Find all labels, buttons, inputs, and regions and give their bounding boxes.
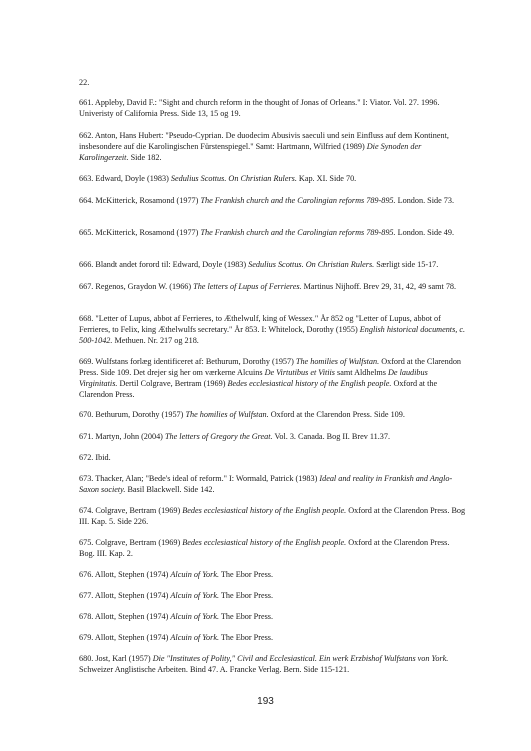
footnote-title-italic: The Frankish church and the Carolingian reforms 789-895. [200,228,396,237]
footnote-text: 675. Colgrave, Bertram (1969) [79,538,183,547]
footnote-title-italic: The Frankish church and the Carolingian reforms 789-895. [200,196,396,205]
footnote-666 [79,259,467,270]
footnote-664 [79,195,467,206]
footnote-text: Vol. 3. Canada. Bog II. Brev 11.37. [272,432,391,441]
footnote-669 [79,356,467,400]
footnote-663 [79,173,467,184]
footnote-title-italic: Alcuin of York. [170,591,220,600]
footnote-text: 668. "Letter of Lupus, abbot af Ferrieres, to Æthelwulf, king of Wessex." År 852 og "Letter of Lupus, abbot of Ferrieres, to Felix, king Æthelwulfs secretary." År 853. I: Whitelock, Dorothy (1955) [79,314,441,334]
footnote-title-italic: Sedulius Scottus. On Christian Rulers. [170,174,297,183]
footnote-678 [79,611,467,622]
footnote-673 [79,473,467,495]
footnote-text: 677. Allott, Stephen (1974) [79,591,171,600]
footnote-672 [79,452,467,463]
footnote-title-italic: English historical documents, c. 500-1042. [79,325,466,345]
footnote-title-italic: De laudibus Virginitatis. [79,368,428,388]
footnote-title-italic: Ideal and reality in Frankish and Anglo-Saxon society. [79,474,453,494]
footnote-text: 670. Bethurum, Dorothy (1957) [79,410,186,419]
footnote-text: Basil Blackwell. Side 142. [125,485,215,494]
footnote-text: The Ebor Press. [219,570,274,579]
footnote-668 [79,313,467,346]
footnote-text: London. Side 73. [395,196,455,205]
footnote-text: Methuen. Nr. 217 og 218. [112,336,199,345]
footnote-title-italic: Alcuin of York. [170,612,220,621]
footnote-title-italic: The letters of Lupus of Ferrieres. [193,282,302,291]
page-number: 193 [257,696,274,707]
footnote-text: 680. Jost, Karl (1957) [79,654,153,663]
footnote-675 [79,537,467,559]
footnote-title-italic: Sedulius Scottus. On Christian Rulers. [248,260,375,269]
footnote-title-italic: Bedes ecclesiastical history of the English people. [182,538,347,547]
footnote-674 [79,505,467,527]
footnote-679 [79,632,467,643]
footnote-title-italic: The homilies of Wulfstan. [185,410,269,419]
footnote-text: 664. McKitterick, Rosamond (1977) [79,196,201,205]
footnote-title-italic: Bedes ecclesiastical history of the English people. [227,379,392,388]
footnote-text: 662. Anton, Hans Hubert: "Pseudo-Cyprian. De duodecim Abusivis saeculi und sein Einfluss auf dem Kontinent, insbesondere auf die Karolingischen Fürstenspiegel." Samt: Hartmann, Wilfried (1989) [79,131,449,151]
footnote-title-italic: Die Synoden der Karolingerzeit. [79,142,422,162]
footnote-title-italic: Die "Institutes of Polity," Civil and Ecclesiastical. Ein werk Erzbishof Wulfstans von York. [152,654,449,663]
footnote-661 [79,97,467,119]
footnote-text: Særligt side 15-17. [374,260,439,269]
footnote-text: 679. Allott, Stephen (1974) [79,633,171,642]
footnote-671 [79,431,467,442]
continued-note-number: 22. [79,78,90,87]
footnote-text: Dertil Colgrave, Bertram (1969) [117,379,228,388]
footnote-text: 676. Allott, Stephen (1974) [79,570,171,579]
footnote-text: 667. Regenos, Graydon W. (1966) [79,282,194,291]
footnote-text: Schweizer Anglistische Arbeiten. Bind 47. A. Francke Verlag. Bern. Side 115-121. [79,665,350,674]
footnote-677 [79,590,467,601]
footnote-text: The Ebor Press. [219,591,274,600]
footnote-662 [79,130,467,163]
footnote-text: 663. Edward, Doyle (1983) [79,174,171,183]
footnote-text: The Ebor Press. [219,612,274,621]
footnote-text: 674. Colgrave, Bertram (1969) [79,506,183,515]
footnote-text: 661. Appleby, David F.: "Sight and church reform in the thought of Jonas of Orleans." I: Viator. Vol. 27. 1996. Univeristy of California Press. Side 13, 15 og 19. [79,98,440,118]
footnote-text: Martinus Nijhoff. Brev 29, 31, 42, 49 samt 78. [301,282,457,291]
footnote-title-italic: Alcuin of York. [170,633,220,642]
footnote-text: 671. Martyn, John (2004) [79,432,165,441]
footnote-text: 672. Ibid. [79,453,111,462]
footnote-676 [79,569,467,580]
footnote-text: Kap. XI. Side 70. [296,174,357,183]
footnote-665 [79,227,467,238]
footnote-680 [79,653,467,675]
footnote-667 [79,281,467,292]
footnote-text: Oxford at the Clarendon Press. Side 109. Det drejer sig her om værkerne Alcuins [79,357,462,377]
footnote-title-italic: Bedes ecclesiastical history of the English people. [182,506,347,515]
footnote-title-italic: De Virtutibus et Vitiis [264,368,335,377]
footnote-text: Oxford at the Clarendon Press. Bog. III. Kap. 2. [79,538,450,558]
footnote-text: 669. Wulfstans forlæg identificeret af: Bethurum, Dorothy (1957) [79,357,296,366]
footnote-title-italic: The homilies of Wulfstan. [295,357,380,366]
footnote-text: 665. McKitterick, Rosamond (1977) [79,228,201,237]
footnote-text: 673. Thacker, Alan; "Bede's ideal of reform." I: Wormald, Patrick (1983) [79,474,320,483]
footnote-text: Oxford at the Clarendon Press. [79,379,438,399]
footnote-text: Oxford at the Clarendon Press. Side 109. [268,410,405,419]
footnote-title-italic: The letters of Gregory the Great. [164,432,273,441]
footnote-text: samt Aldhelms [334,368,388,377]
footnote-text: Side 182. [128,153,162,162]
footnote-text: The Ebor Press. [219,633,274,642]
footnote-text: 678. Allott, Stephen (1974) [79,612,171,621]
footnote-text: Oxford at the Clarendon Press. Bog III. Kap. 5. Side 226. [79,506,466,526]
footnote-text: London. Side 49. [395,228,455,237]
footnote-text: 666. Blandt andet forord til: Edward, Doyle (1983) [79,260,249,269]
footnote-title-italic: Alcuin of York. [170,570,220,579]
footnote-670 [79,409,467,420]
